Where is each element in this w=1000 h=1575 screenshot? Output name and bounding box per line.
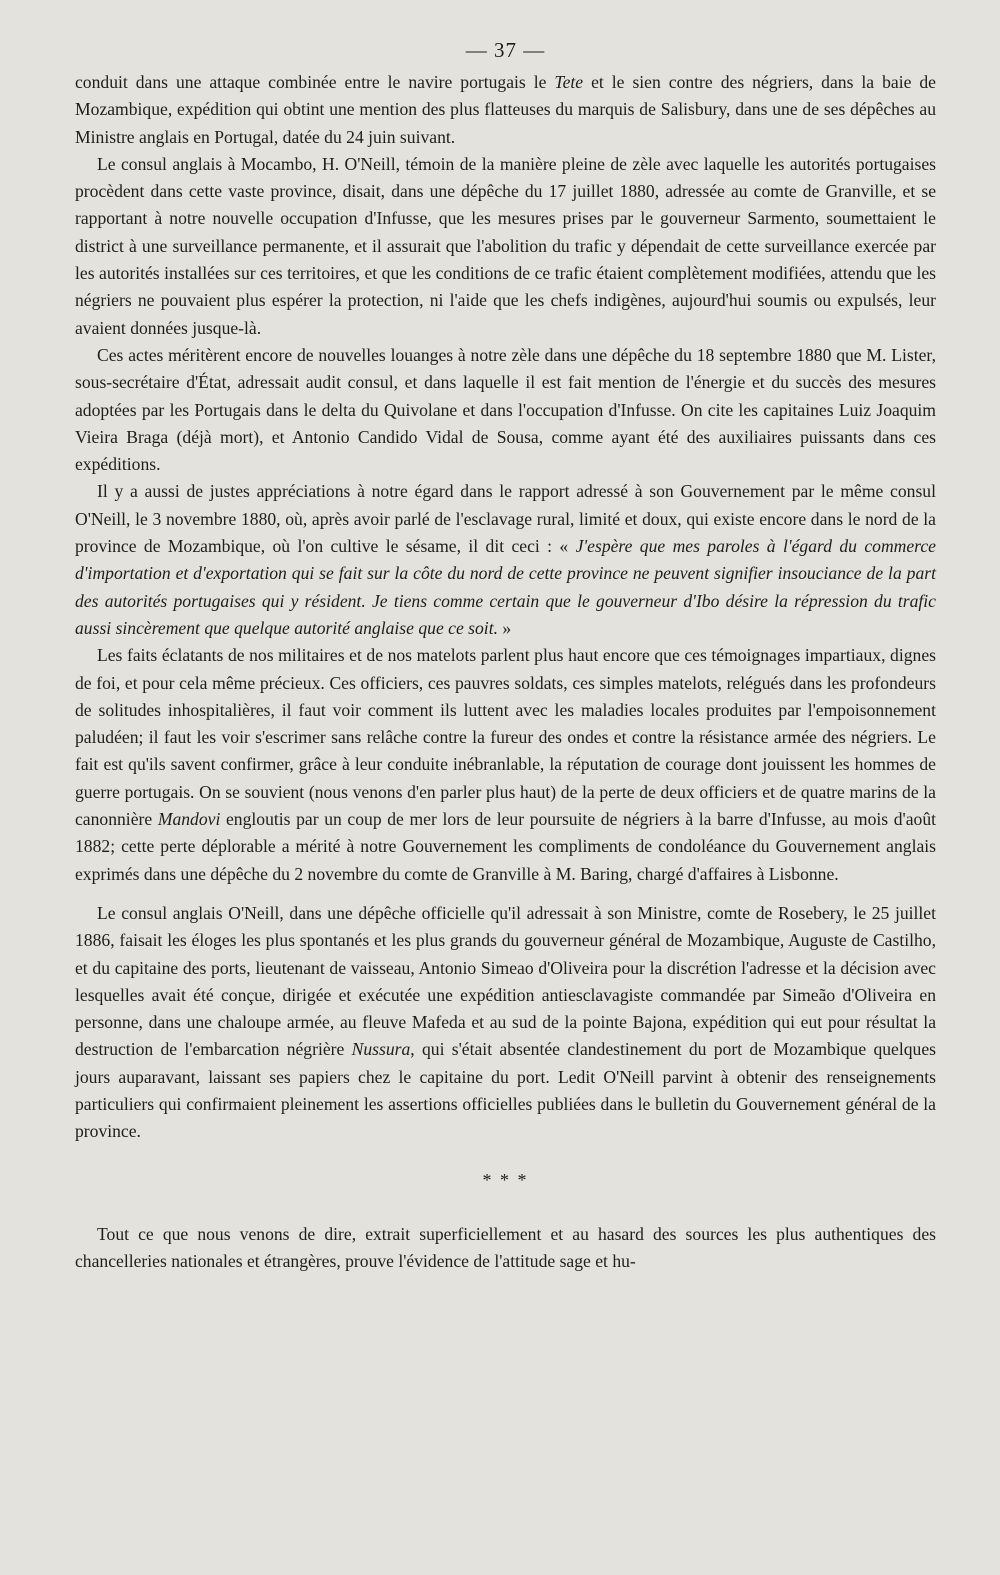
paragraph-2: Le consul anglais à Mocambo, H. O'Neill, témoin de la manière pleine de zèle avec laquelle les autorités portugaises procèdent dans cette vaste province, disait, dans une dépêche du 17 juillet 1880, adressée au comte de Granville, et se rapportant à notre nouvelle occupation d'Infusse, que les mesures prises par le gouverneur Sarmento, soumettaient le district à une surveillance permanente, et il assurait que l'abolition du trafic y dépendait de cette surveillance exercée par les autorités installées sur ces territoires, et que les conditions de ce trafic étaient complètement modifiées, attendu que les négriers ne pouvaient plus espérer la protection, ni l'aide que les chefs indigènes, aujourd'hui soumis ou expulsés, leur avaient données jusque-là. [75, 153, 936, 338]
paragraph-4-text: Il y a aussi de justes appréciations à notre égard dans le rapport adressé à son Gouvernement par le même consul O'Neill, le 3 novembre 1880, où, après avoir parlé de l'esclavage rural, limité et doux, qui existe encore dans le nord de la province de Mozambique, où l'on cultive le sésame, il dit ceci : « [75, 481, 936, 557]
paragraph-5 [75, 642, 936, 888]
paragraph-4 [75, 478, 936, 642]
paragraph-1-text: conduit dans une attaque combinée entre le navire portugais le [75, 72, 555, 92]
ship-name-mandovi: Mandovi [157, 809, 221, 830]
paragraph-5-text: Les faits éclatants de nos militaires et de nos matelots parlent plus haut encore que ces témoignages impartiaux, dignes de foi, et pour cela même précieux. Ces officiers, ces pauvres soldats, ces simples matelots, relégués dans les profondeurs de solitudes inhospitalières, il faut voir comment ils luttent avec les maladies locales produites par l'empoisonnement paludéen; il faut les voir s'escrimer sans relâche contre la fureur des ondes et contre la résistance armée des négriers. Le fait est qu'ils savent confirmer, grâce à leur conduite inébranlable, la réputation de courage dont jouissent les hommes de guerre portugais. On se souvient (nous venons d'en parler plus haut) de la perte de deux officiers et de quatre marins de la canonnière [75, 645, 936, 830]
page-number: — 37 — [465, 38, 546, 62]
paragraph-1 [75, 69, 936, 151]
paragraph-1-text-cont: et le sien contre des négriers, dans la baie de Mozambique, expédition qui obtint une mention des plus flatteuses du marquis de Salisbury, dans une de ses dépêches au Ministre anglais en Portugal, datée du 24 juin suivant. [75, 72, 936, 147]
paragraph-7: Tout ce que nous venons de dire, extrait superficiellement et au hasard des sources les plus authentiques des chancelleries nationales et étrangères, prouve l'évidence de l'attitude sage et hu- [75, 1223, 936, 1271]
section-separator-asterism: * * * [482, 1169, 529, 1190]
paragraph-4-end: » [497, 617, 512, 638]
paragraph-6 [75, 900, 936, 1146]
ship-name-nussura: Nussura [351, 1039, 411, 1060]
paragraph-5-text-cont: engloutis par un coup de mer lors de leur poursuite de négriers à la barre d'Infusse, au mois d'août 1882; cette perte déplorable a mérité à notre Gouvernement les compliments de condoléance du Gouvernement anglais exprimés dans une dépêche du 2 novembre du comte de Granville à M. Baring, chargé d'affaires à Lisbonne. [75, 809, 936, 884]
ship-name-tete: Tete [554, 72, 584, 92]
paragraph-4-quote: J'espère que mes paroles à l'égard du commerce d'importation et d'exportation qui se fait sur la côte du nord de cette province ne peuvent signifier insouciance de la part des autorités portugaises qui y résident. Je tiens comme certain que le gouverneur d'Ibo désire la répression du trafic aussi sincèrement que quelque autorité anglaise que ce soit. [75, 536, 936, 638]
paragraph-6-text-cont: , qui s'était absentée clandestinement du port de Mozambique quelques jours auparavant, laissant ses papiers chez le capitaine du port. Ledit O'Neill parvint à obtenir des renseignements particuliers qui confirmaient pleinement les assertions officielles publiées dans le bulletin du Gouvernement général de la province. [75, 1039, 936, 1142]
paragraph-6-text: Le consul anglais O'Neill, dans une dépêche officielle qu'il adressait à son Ministre, comte de Rosebery, le 25 juillet 1886, faisait les éloges les plus spontanés et les plus grands du gouverneur général de Mozambique, Auguste de Castilho, et du capitaine des ports, lieutenant de vaisseau, Antonio Simeao d'Oliveira pour la discrétion l'adresse et la décision avec lesquelles avait été conçue, dirigée et exécutée une expédition antiesclavagiste commandée par Simeão d'Oliveira en personne, dans une chaloupe armée, au fleuve Mafeda et au sud de la pointe Bajona, expédition qui eut pour résultat la destruction de l'embarcation négrière [75, 902, 936, 1060]
paragraph-3: Ces actes méritèrent encore de nouvelles louanges à notre zèle dans une dépêche du 18 septembre 1880 que M. Lister, sous-secrétaire d'État, adressait audit consul, et dans laquelle il est fait mention de l'énergie et du succès des mesures adoptées par les Portugais dans le delta du Quivolane et dans l'occupation d'Infusse. On cite les capitaines Luiz Joaquim Vieira Braga (déjà mort), et Antonio Candido Vidal de Sousa, comme ayant été des auxiliaires puissants dans ces expéditions. [75, 344, 936, 475]
